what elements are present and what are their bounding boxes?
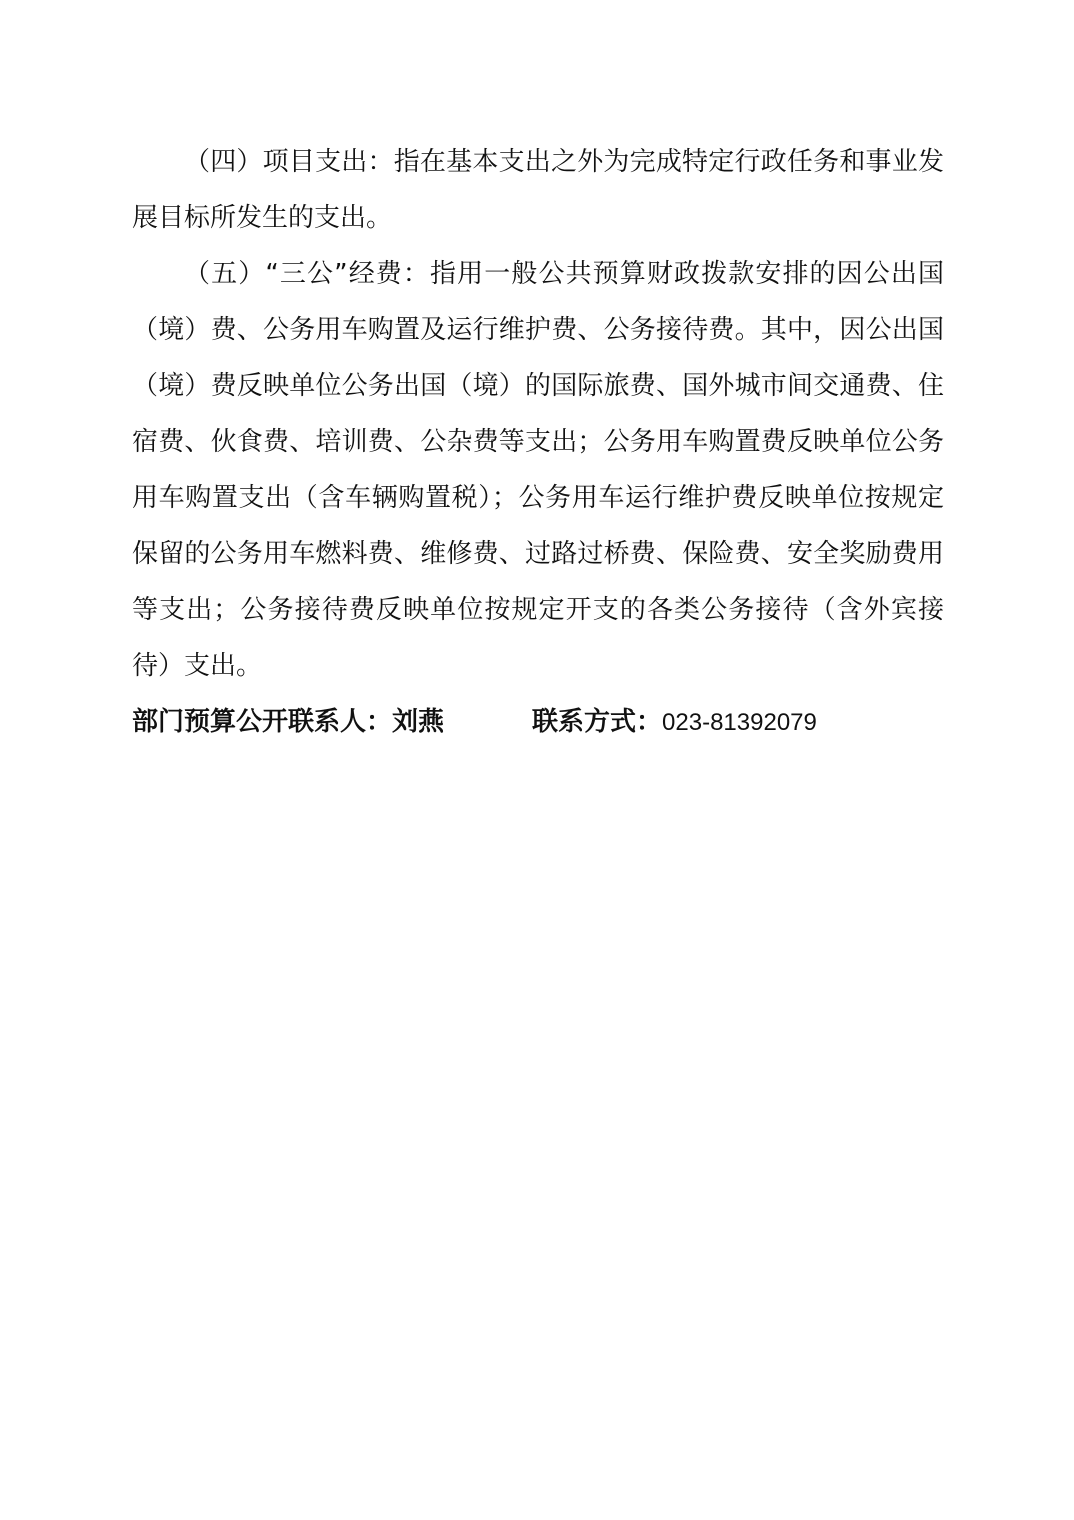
paragraph-project-expenditure: （四）项目支出：指在基本支出之外为完成特定行政任务和事业发展目标所发生的支出。	[132, 147, 944, 233]
contact-line	[132, 694, 944, 751]
contact-person-name: 刘燕	[392, 707, 445, 737]
contact-person-label: 部门预算公开联系人：	[132, 707, 393, 737]
contact-method-label: 联系方式：	[532, 707, 663, 737]
document-body	[132, 134, 944, 751]
paragraph-three-public-expenses: （五）“三公”经费：指用一般公共预算财政拨款安排的因公出国（境）费、公务用车购置及运行维护费、公务接待费。其中，因公出国（境）费反映单位公务出国（境）的国际旅费、国外城市间交通费、住宿费、伙食费、培训费、公杂费等支出；公务用车购置费反映单位公务用车购置支出（含车辆购置税）；公务用车运行维护费反映单位按规定保留的公务用车燃料费、维修费、过路过桥费、保险费、安全奖励费用等支出；公务接待费反映单位按规定开支的各类公务接待（含外宾接待）支出。	[132, 259, 944, 681]
contact-phone: 023-81392079	[662, 709, 817, 736]
